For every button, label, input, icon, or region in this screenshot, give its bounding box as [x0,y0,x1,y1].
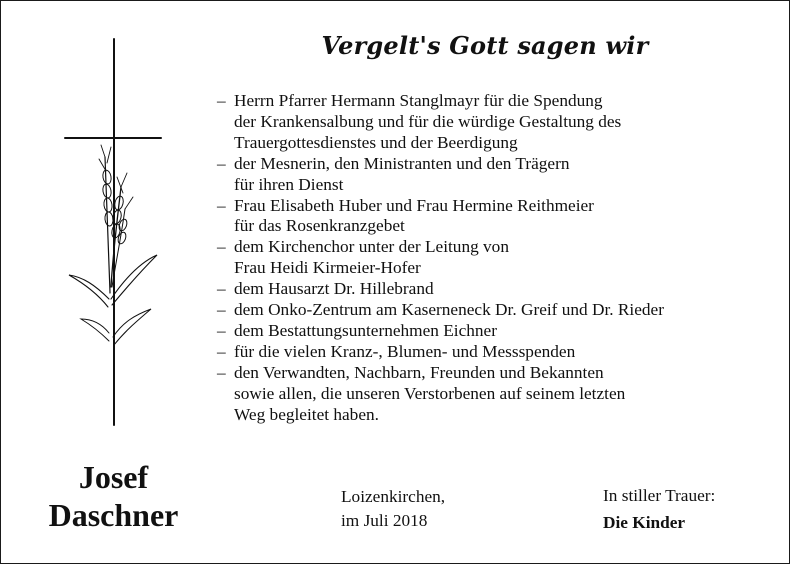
dash-bullet: – [217,195,226,215]
thanks-line: für das Rosenkranzgebet [234,216,405,236]
mourners-block [603,482,715,536]
dash-bullet: – [217,237,226,257]
thanks-line: Herrn Pfarrer Hermann Stanglmayr für die Spendung [234,91,603,110]
thanks-line: sowie allen, die unseren Verstorbenen auf seinem letzten [234,383,626,403]
thanks-item [217,279,777,300]
place: Loizenkirchen, [341,487,446,506]
mourners-label: In stiller Trauer: [603,486,716,505]
thanks-line: dem Hausarzt Dr. Hillebrand [234,279,434,299]
thanks-item [217,196,777,238]
thanks-line: Trauergottesdienstes und der Beerdigung [234,132,518,152]
deceased-last-name: Daschner [48,497,179,533]
cross-with-wheat-icon [61,37,171,427]
notice-title: Vergelt's Gott sagen wir [321,31,649,60]
thanks-item [217,321,777,342]
thanks-line: Frau Heidi Kirmeier-Hofer [234,258,421,278]
mourners-names: Die Kinder [603,513,686,532]
thanks-item [217,342,777,363]
thanks-item [217,363,777,426]
deceased-first-name: Josef [78,459,149,495]
thanks-line: den Verwandten, Nachbarn, Freunden und Bekannten [234,362,604,382]
dash-bullet: – [217,153,226,173]
thanks-line: der Krankensalbung und für die würdige Gestaltung des [234,111,622,131]
dash-bullet: – [217,91,226,110]
thanks-line: dem Bestattungsunternehmen Eichner [234,320,497,340]
place-date [341,485,445,533]
thanks-line: Frau Elisabeth Huber und Frau Hermine Reithmeier [234,195,594,215]
date: im Juli 2018 [341,511,428,530]
thanks-line: für die vielen Kranz-, Blumen- und Messspenden [234,341,576,361]
thanks-item [217,154,777,196]
thanks-item [217,300,777,321]
dash-bullet: – [217,341,226,361]
dash-bullet: – [217,300,226,320]
dash-bullet: – [217,320,226,340]
thanks-line: der Mesnerin, den Ministranten und den Trägern [234,153,570,173]
thanks-line: dem Onko-Zentrum am Kaserneneck Dr. Greif und Dr. Rieder [234,300,664,320]
deceased-name [1,458,226,534]
thanks-line: für ihren Dienst [234,174,344,194]
thanks-item [217,91,777,154]
thanks-list [217,91,777,426]
dash-bullet: – [217,362,226,382]
thanks-line: dem Kirchenchor unter der Leitung von [234,237,509,257]
thanks-item [217,237,777,279]
thanks-line: Weg begleitet haben. [234,404,379,424]
dash-bullet: – [217,279,226,299]
